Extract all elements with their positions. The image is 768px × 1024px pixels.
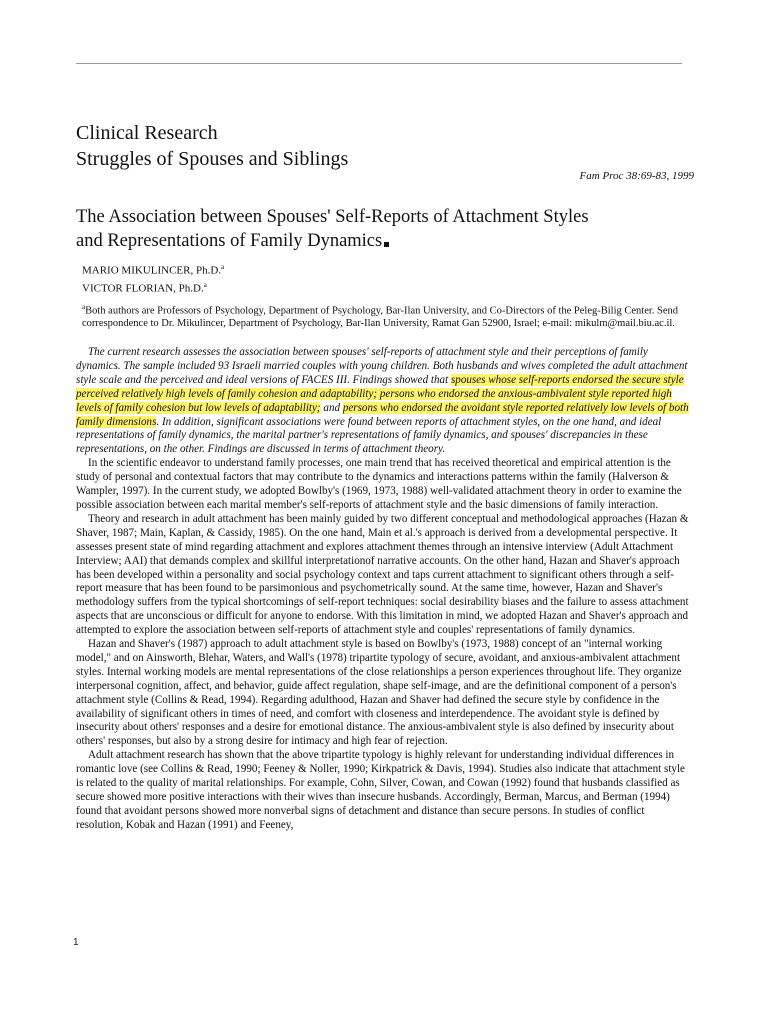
paragraph-3: Hazan and Shaver's (1987) approach to adult attachment style is based on Bowlby's (1973, 1988) concept of an "internal working model," and on Ainsworth, Blehar, Waters, and Wall's (1978) tripartite typology of secure, avoidant, and anxious-ambivalent attachment styles. Internal working models are mental representations of the close relationships a person experiences throughout life. They organize interpersonal cognition, affect, and behavior, guide affect regulation, shape self-image, and are the definitional component of a person's attachment style (Collins & Read, 1994). Regarding adulthood, Hazan and Shaver had defined the secure style by confidence in the availability of significant others in times of need, and comfort with closeness and interdependence. The avoidant style is defined by insecurity about others' responses and a desire for emotional distance. The anxious-ambivalent style is also defined by insecurity about others' responses, but also by a strong desire for intimacy and high fear of rejection. [76, 638, 682, 748]
top-rule [76, 63, 682, 64]
affiliation-mark: a [82, 303, 86, 311]
page-number: 1 [73, 937, 79, 948]
section-line-2: Struggles of Spouses and Siblings [76, 148, 349, 170]
section-heading [76, 120, 696, 172]
author-name: VICTOR FLORIAN, Ph.D. [82, 282, 204, 295]
article-body [76, 346, 692, 833]
author-name: MARIO MIKULINCER, Ph.D. [82, 264, 222, 277]
author-mark: a [221, 263, 225, 271]
journal-citation: Fam Proc 38:69-83, 1999 [579, 170, 694, 182]
author-2 [82, 281, 207, 295]
footnote-square-icon [384, 242, 389, 247]
abstract-intro: The current research assesses the association between spouses' self-reports of attachment style and their perceptions of family dynamics. The sample included 93 Israeli married couples with young children. Both husbands and wives completed the adult attachment style scale and the perceived and ideal versions of FACES III. Findings showed that [76, 346, 688, 386]
paragraph-1: In the scientific endeavor to understand family processes, one main trend that has received theoretical and empirical attention is the study of personal and contextual factors that may contribute to the dynamics and interactions patterns within the family (Halverson & Wampler, 1997). In the current study, we adopted Bowlby's (1969, 1973, 1988) well-validated attachment theory in order to examine the possible association between each marital member's self-reports of attachment style and the basic dimensions of family interaction. [76, 457, 682, 511]
section-line-1: Clinical Research [76, 122, 218, 144]
article-title [76, 205, 696, 253]
title-line-2-text: and Representations of Family Dynamics [76, 231, 383, 251]
paragraph-2: Theory and research in adult attachment has been mainly guided by two different conceptual and methodological approaches (Hazan & Shaver, 1987; Main, Kaplan, & Cassidy, 1985). On the one hand, Main et al.'s approach is derived from a developmental perspective. It assesses present state of mind regarding attachment and explores attachment themes through an intensive interview (Adult Attachment Interview; AAI) that demands complex and skillful interpretationof narrative accounts. On the other hand, Hazan and Shaver's approach has been developed within a personality and social psychology context and taps current attachment to significant others through a self-report measure that has been found to be parsimonious and psychometrically sound. At the same time, however, Hazan and Shaver's methodology suffers from the typical shortcomings of self-report techniques: social desirability biases and the failure to assess attachment aspects that are unconscious or difficult for anyone to endorse. With this limitation in mind, we adopted Hazan and Shaver's approach and attempted to explore the association between self-reports of attachment style and couples' representations of family dynamics. [76, 512, 689, 637]
affiliation-note [82, 301, 692, 331]
abstract [76, 346, 692, 457]
title-line-1: The Association between Spouses' Self-Reports of Attachment Styles [76, 207, 589, 227]
paragraph-4: Adult attachment research has shown that the above tripartite typology is highly relevant for understanding individual differences in romantic love (see Collins & Read, 1990; Feeney & Noller, 1990; Kirkpatrick & Davis, 1994). Studies also indicate that attachment style is related to the quality of marital relationships. For example, Cohn, Silver, Cowan, and Cowan (1992) found that husbands classified as secure showed more positive interactions with their wives than insecure husbands. Accordingly, Berman, Marcus, and Berman (1994) found that avoidant persons showed more nonverbal signs of detachment and distance than secure persons. In studies of conflict resolution, Kobak and Hazan (1991) and Feeney, [76, 749, 685, 831]
abstract-rest: . In addition, significant associations were found between reports of attachment styles, on the one hand, and ideal representations of family dynamics, the marital partner's representations of family dynamics, and spouses' discrepancies in these representations, on the other. Findings are discussed in terms of attachment theory. [76, 415, 662, 456]
affiliation-text: Both authors are Professors of Psychology, Department of Psychology, Bar-Ilan University, and Co-Directors of the Peleg-Bilig Center. Send correspondence to Dr. Mikulincer, Department of Psychology, Bar-Ilan University, Ramat Gan 52900, Israel; e-mail: mikulm@mail.biu.ac.il. [82, 305, 679, 329]
highlight-2: persons who endorsed the avoidant style reported relatively low levels of both family dimensions [76, 401, 689, 428]
title-line-2 [76, 229, 696, 253]
abstract-and: and [320, 401, 343, 414]
author-1 [82, 263, 224, 277]
author-mark: a [203, 281, 207, 289]
highlight-1: spouses whose self-reports endorsed the secure style perceived relatively high levels of family cohesion and adaptability; persons who endorsed the anxious-ambivalent style reported high levels of family cohesion but low levels of adaptability; [76, 373, 684, 414]
